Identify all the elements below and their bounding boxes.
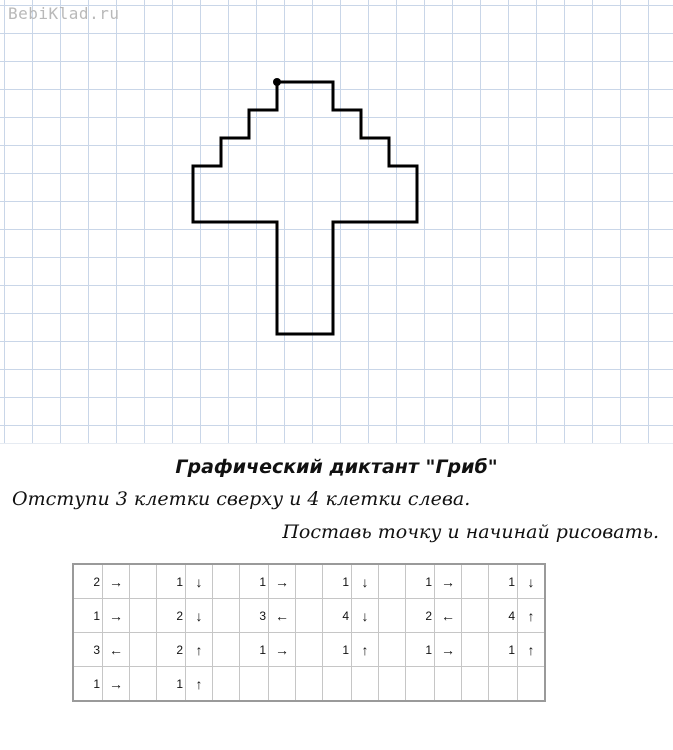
empty-cell [352, 667, 379, 702]
empty-cell [379, 564, 406, 599]
instruction-line-2: Поставь точку и начинай рисовать. [282, 521, 659, 543]
empty-cell [213, 599, 240, 633]
table-row [73, 599, 545, 633]
arrow-up-icon: ↑ [518, 633, 546, 667]
step-count [489, 667, 518, 702]
instruction-line-1: Отступи 3 клетки сверху и 4 клетки слева. [12, 488, 471, 510]
empty-cell [130, 599, 157, 633]
empty-cell [379, 599, 406, 633]
arrow-down-icon: ↓ [186, 564, 213, 599]
arrow-right-icon: → [103, 599, 130, 633]
step-count: 4 [489, 599, 518, 633]
arrow-down-icon: ↓ [352, 599, 379, 633]
arrow-up-icon: ↑ [186, 667, 213, 702]
start-dot [273, 78, 281, 86]
empty-cell [130, 633, 157, 667]
empty-cell [462, 667, 489, 702]
arrow-right-icon: → [269, 633, 296, 667]
arrow-up-icon: ↑ [186, 633, 213, 667]
step-count: 4 [323, 599, 352, 633]
arrow-right-icon: → [435, 633, 462, 667]
arrow-up-icon: ↑ [352, 633, 379, 667]
page-title: Графический диктант "Гриб" [175, 456, 498, 478]
empty-cell [213, 633, 240, 667]
arrow-left-icon: ← [103, 633, 130, 667]
arrow-down-icon: ↓ [186, 599, 213, 633]
empty-cell [296, 599, 323, 633]
empty-cell [462, 633, 489, 667]
step-count: 2 [73, 564, 103, 599]
mushroom-outline [193, 82, 417, 334]
arrow-down-icon: ↓ [518, 564, 546, 599]
empty-cell [213, 667, 240, 702]
dictation-table [72, 563, 546, 702]
arrow-right-icon: → [435, 564, 462, 599]
step-count: 1 [323, 564, 352, 599]
step-count [323, 667, 352, 702]
empty-cell [462, 599, 489, 633]
arrow-right-icon: → [103, 564, 130, 599]
empty-cell [462, 564, 489, 599]
step-count: 1 [406, 564, 435, 599]
step-count: 2 [157, 633, 186, 667]
empty-cell [518, 667, 546, 702]
step-count: 1 [157, 564, 186, 599]
step-count: 1 [323, 633, 352, 667]
step-count: 3 [240, 599, 269, 633]
empty-cell [296, 633, 323, 667]
step-count: 1 [157, 667, 186, 702]
arrow-left-icon: ← [435, 599, 462, 633]
empty-cell [379, 667, 406, 702]
table-row [73, 564, 545, 599]
step-count [240, 667, 269, 702]
arrow-left-icon: ← [269, 599, 296, 633]
empty-cell [213, 564, 240, 599]
step-count: 1 [73, 599, 103, 633]
step-count [406, 667, 435, 702]
step-count: 1 [489, 633, 518, 667]
step-count: 1 [489, 564, 518, 599]
empty-cell [130, 564, 157, 599]
empty-cell [130, 667, 157, 702]
step-count: 1 [240, 633, 269, 667]
step-count: 1 [406, 633, 435, 667]
table-row [73, 667, 545, 702]
step-count: 2 [157, 599, 186, 633]
step-count: 3 [73, 633, 103, 667]
empty-cell [379, 633, 406, 667]
step-count: 1 [240, 564, 269, 599]
empty-cell [269, 667, 296, 702]
arrow-up-icon: ↑ [518, 599, 546, 633]
empty-cell [296, 667, 323, 702]
step-count: 1 [73, 667, 103, 702]
arrow-right-icon: → [103, 667, 130, 702]
step-count: 2 [406, 599, 435, 633]
arrow-right-icon: → [269, 564, 296, 599]
watermark: BebiKlad.ru [8, 4, 120, 23]
empty-cell [296, 564, 323, 599]
empty-cell [435, 667, 462, 702]
table-row [73, 633, 545, 667]
arrow-down-icon: ↓ [352, 564, 379, 599]
